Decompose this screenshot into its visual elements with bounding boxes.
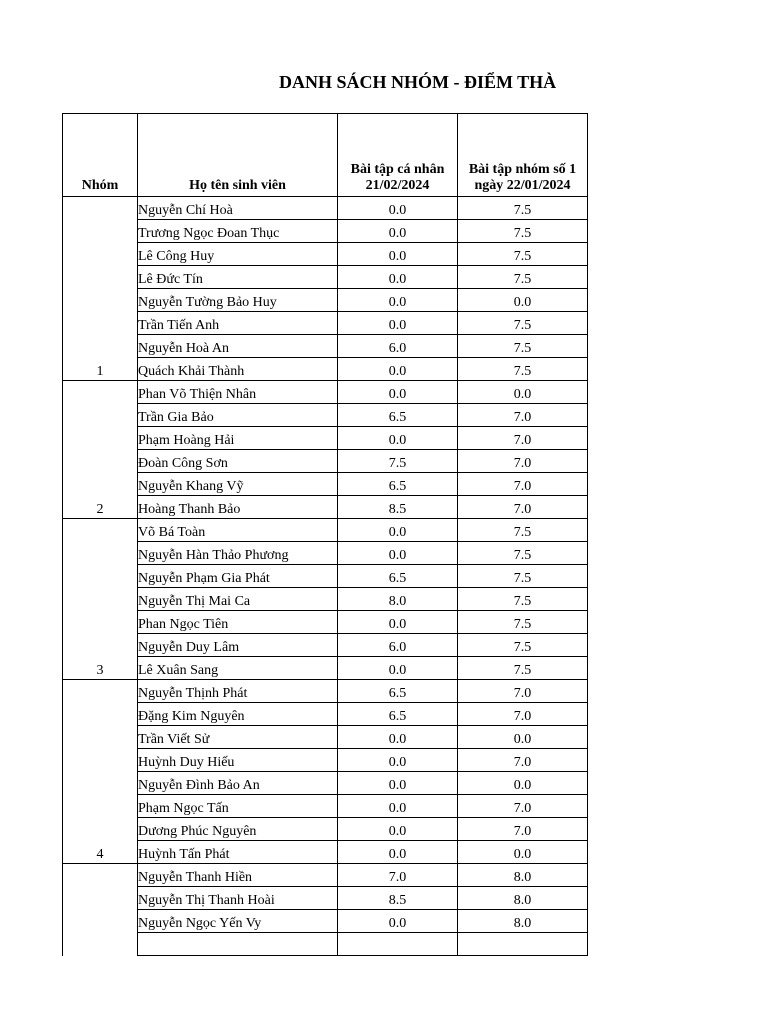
table-row: [63, 818, 588, 841]
student-name-cell: Nguyễn Ngọc Yến Vy: [138, 910, 338, 933]
table-row: [63, 381, 588, 404]
table-row: [63, 657, 588, 680]
table-row: [63, 565, 588, 588]
header-row: [63, 114, 588, 197]
individual-score-cell: 6.5: [338, 404, 458, 427]
group-score-cell: 7.0: [458, 427, 588, 450]
group-score-cell: 8.0: [458, 864, 588, 887]
individual-score-cell: 0.0: [338, 358, 458, 381]
header-student-name: Họ tên sinh viên: [138, 114, 338, 197]
group-score-cell: 7.0: [458, 795, 588, 818]
individual-score-cell: 0.0: [338, 611, 458, 634]
table-row: [63, 542, 588, 565]
student-name-cell: Nguyễn Phạm Gia Phát: [138, 565, 338, 588]
individual-score-cell: 0.0: [338, 312, 458, 335]
group-score-cell: 7.0: [458, 749, 588, 772]
table-row: [63, 312, 588, 335]
grades-table: [62, 113, 588, 956]
group-score-cell: 7.5: [458, 312, 588, 335]
header-group-assignment: [458, 114, 588, 197]
student-name-cell: Nguyễn Thị Mai Ca: [138, 588, 338, 611]
table-row: [63, 588, 588, 611]
group-score-cell: 7.5: [458, 266, 588, 289]
student-name-cell: Nguyễn Duy Lâm: [138, 634, 338, 657]
empty-cell: [338, 933, 458, 956]
individual-score-cell: 0.0: [338, 197, 458, 220]
group-score-cell: 0.0: [458, 289, 588, 312]
individual-score-cell: 0.0: [338, 289, 458, 312]
table-row: [63, 726, 588, 749]
table-row: [63, 450, 588, 473]
group-score-cell: 0.0: [458, 841, 588, 864]
student-name-cell: Lê Công Huy: [138, 243, 338, 266]
student-name-cell: Huỳnh Tấn Phát: [138, 841, 338, 864]
group-score-cell: 7.5: [458, 243, 588, 266]
group-number-cell: 4: [63, 680, 138, 864]
table-row: [63, 749, 588, 772]
group-score-cell: 0.0: [458, 381, 588, 404]
group-score-cell: 7.0: [458, 818, 588, 841]
table-row: [63, 220, 588, 243]
group-score-cell: 7.5: [458, 519, 588, 542]
table-row: [63, 473, 588, 496]
table-row: [63, 358, 588, 381]
table-row: [63, 519, 588, 542]
individual-score-cell: 0.0: [338, 818, 458, 841]
group-score-cell: 7.5: [458, 657, 588, 680]
group-score-cell: 7.5: [458, 358, 588, 381]
individual-score-cell: 6.0: [338, 634, 458, 657]
header-individual-assignment: [338, 114, 458, 197]
group-score-cell: 7.5: [458, 542, 588, 565]
student-name-cell: Lê Đức Tín: [138, 266, 338, 289]
header-individual-line1: Bài tập cá nhân: [350, 162, 445, 177]
document-title: DANH SÁCH NHÓM - ĐIỂM THÀ: [279, 72, 557, 92]
individual-score-cell: 6.5: [338, 473, 458, 496]
individual-score-cell: 0.0: [338, 841, 458, 864]
individual-score-cell: 0.0: [338, 772, 458, 795]
table-row: [63, 887, 588, 910]
group-number-cell: 3: [63, 519, 138, 680]
group-score-cell: 7.0: [458, 703, 588, 726]
table-continuation-row: [63, 933, 588, 956]
group-number-cell: 1: [63, 197, 138, 381]
table-row: [63, 496, 588, 519]
group-score-cell: 7.0: [458, 680, 588, 703]
student-name-cell: Huỳnh Duy Hiếu: [138, 749, 338, 772]
group-score-cell: 7.0: [458, 404, 588, 427]
individual-score-cell: 0.0: [338, 266, 458, 289]
group-number-cell: [63, 864, 138, 956]
group-number-cell: 2: [63, 381, 138, 519]
student-name-cell: Nguyễn Thanh Hiền: [138, 864, 338, 887]
table-row: [63, 910, 588, 933]
student-name-cell: Phạm Ngọc Tấn: [138, 795, 338, 818]
group-score-cell: 7.5: [458, 335, 588, 358]
individual-score-cell: 0.0: [338, 381, 458, 404]
individual-score-cell: 0.0: [338, 657, 458, 680]
header-group: Nhóm: [63, 114, 138, 197]
student-name-cell: Đoàn Công Sơn: [138, 450, 338, 473]
table-row: [63, 427, 588, 450]
individual-score-cell: 7.5: [338, 450, 458, 473]
student-name-cell: Phan Võ Thiện Nhân: [138, 381, 338, 404]
student-name-cell: Hoàng Thanh Bảo: [138, 496, 338, 519]
table-row: [63, 680, 588, 703]
student-name-cell: Nguyễn Thị Thanh Hoài: [138, 887, 338, 910]
header-individual-line2: 21/02/2024: [365, 178, 430, 193]
table-row: [63, 404, 588, 427]
student-name-cell: Nguyễn Hàn Thảo Phương: [138, 542, 338, 565]
group-score-cell: 0.0: [458, 772, 588, 795]
table-row: [63, 335, 588, 358]
table-row: [63, 841, 588, 864]
table-body: [63, 197, 588, 956]
group-score-cell: 7.0: [458, 496, 588, 519]
group-score-cell: 8.0: [458, 887, 588, 910]
individual-score-cell: 7.0: [338, 864, 458, 887]
individual-score-cell: 8.5: [338, 887, 458, 910]
student-name-cell: Phan Ngọc Tiên: [138, 611, 338, 634]
individual-score-cell: 8.0: [338, 588, 458, 611]
student-name-cell: Dương Phúc Nguyên: [138, 818, 338, 841]
table-row: [63, 243, 588, 266]
individual-score-cell: 0.0: [338, 910, 458, 933]
table-row: [63, 611, 588, 634]
individual-score-cell: 0.0: [338, 220, 458, 243]
individual-score-cell: 6.5: [338, 565, 458, 588]
group-score-cell: 7.5: [458, 611, 588, 634]
individual-score-cell: 6.5: [338, 703, 458, 726]
individual-score-cell: 6.5: [338, 680, 458, 703]
group-score-cell: 0.0: [458, 726, 588, 749]
student-name-cell: Trần Viết Sử: [138, 726, 338, 749]
table-row: [63, 772, 588, 795]
group-score-cell: 8.0: [458, 910, 588, 933]
table-row: [63, 703, 588, 726]
empty-cell: [458, 933, 588, 956]
individual-score-cell: 0.0: [338, 795, 458, 818]
table-row: [63, 864, 588, 887]
student-name-cell: Nguyễn Chí Hoà: [138, 197, 338, 220]
individual-score-cell: 0.0: [338, 726, 458, 749]
header-group-line1: Bài tập nhóm số 1: [468, 162, 577, 177]
student-name-cell: Lê Xuân Sang: [138, 657, 338, 680]
group-score-cell: 7.0: [458, 473, 588, 496]
group-score-cell: 7.0: [458, 450, 588, 473]
student-name-cell: Trần Gia Bảo: [138, 404, 338, 427]
group-score-cell: 7.5: [458, 565, 588, 588]
table-row: [63, 795, 588, 818]
table-row: [63, 289, 588, 312]
group-score-cell: 7.5: [458, 220, 588, 243]
student-name-cell: Phạm Hoàng Hải: [138, 427, 338, 450]
student-name-cell: Nguyễn Đình Bảo An: [138, 772, 338, 795]
individual-score-cell: 0.0: [338, 542, 458, 565]
individual-score-cell: 6.0: [338, 335, 458, 358]
student-name-cell: Nguyễn Khang Vỹ: [138, 473, 338, 496]
student-name-cell: Nguyễn Tường Bảo Huy: [138, 289, 338, 312]
individual-score-cell: 0.0: [338, 749, 458, 772]
table-row: [63, 634, 588, 657]
group-score-cell: 7.5: [458, 634, 588, 657]
student-name-cell: Quách Khải Thành: [138, 358, 338, 381]
group-score-cell: 7.5: [458, 588, 588, 611]
empty-cell: [138, 933, 338, 956]
student-name-cell: Đặng Kim Nguyên: [138, 703, 338, 726]
header-group-line2: ngày 22/01/2024: [474, 178, 571, 193]
table-row: [63, 197, 588, 220]
student-name-cell: Trương Ngọc Đoan Thục: [138, 220, 338, 243]
student-name-cell: Trần Tiến Anh: [138, 312, 338, 335]
individual-score-cell: 0.0: [338, 243, 458, 266]
student-name-cell: Nguyễn Thịnh Phát: [138, 680, 338, 703]
individual-score-cell: 8.5: [338, 496, 458, 519]
individual-score-cell: 0.0: [338, 427, 458, 450]
student-name-cell: Võ Bá Toàn: [138, 519, 338, 542]
student-name-cell: Nguyễn Hoà An: [138, 335, 338, 358]
group-score-cell: 7.5: [458, 197, 588, 220]
table-row: [63, 266, 588, 289]
individual-score-cell: 0.0: [338, 519, 458, 542]
